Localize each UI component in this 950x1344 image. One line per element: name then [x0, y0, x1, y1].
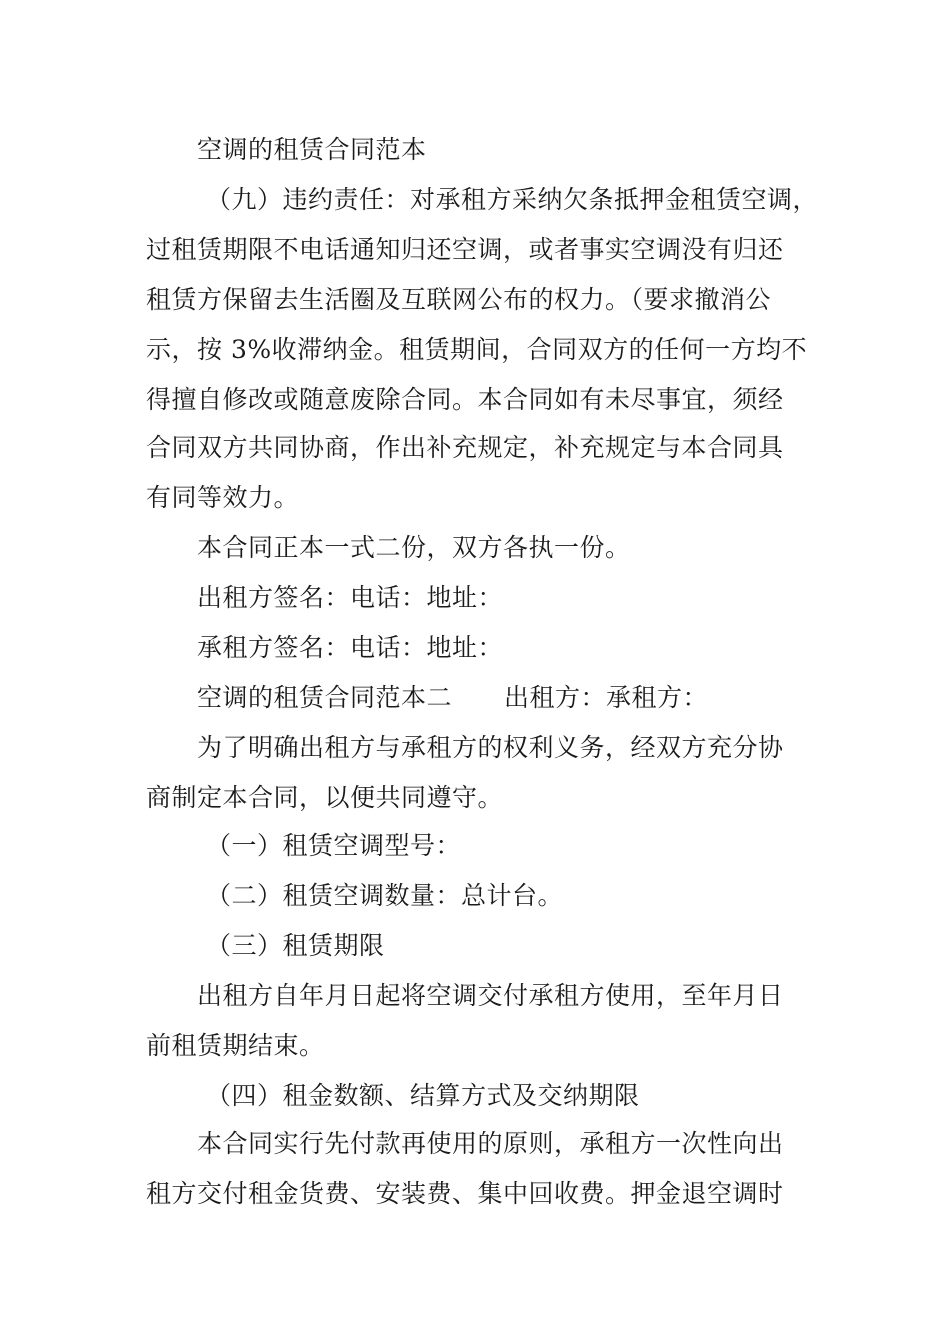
- section-title-text: 空调的租赁合同范本二: [197, 683, 453, 712]
- paragraph-line: 租方交付租金货费、安装费、集中回收费。押金退空调时: [146, 1179, 784, 1208]
- paragraph-line: 得擅自修改或随意废除合同。本合同如有未尽事宜，须经: [146, 385, 784, 414]
- paragraph-line: 商制定本合同，以便共同遵守。: [146, 783, 504, 812]
- section-title: [197, 683, 708, 713]
- paragraph-line: 为了明确出租方与承租方的权利义务，经双方充分协: [197, 733, 784, 762]
- paragraph-line: 前租赁期结束。: [146, 1031, 325, 1060]
- paragraph-line: 有同等效力。: [146, 483, 300, 512]
- parties-line: 出租方：承租方：: [504, 683, 709, 712]
- paragraph-line: 租赁方保留去生活圈及互联网公布的权力。（要求撤消公: [146, 285, 772, 314]
- signature-line-lessee: 承租方签名：电话：地址：: [197, 633, 504, 662]
- clause-heading: （二）租赁空调数量：总计台。: [206, 881, 564, 910]
- paragraph-line: 过租赁期限不电话通知归还空调，或者事实空调没有归还: [146, 235, 784, 264]
- clause-heading: （一）租赁空调型号：: [206, 831, 462, 860]
- paragraph-line: （九）违约责任：对承租方采纳欠条抵押金租赁空调，: [206, 185, 819, 214]
- signature-line-lessor: 出租方签名：电话：地址：: [197, 583, 504, 612]
- paragraph-line: 示，按 3%收滞纳金。租赁期间，合同双方的任何一方均不: [146, 335, 808, 364]
- clause-heading: （四）租金数额、结算方式及交纳期限: [206, 1081, 640, 1110]
- paragraph-line: 合同双方共同协商，作出补充规定，补充规定与本合同具: [146, 433, 784, 462]
- section-title: 空调的租赁合同范本: [197, 135, 427, 164]
- paragraph-line: 本合同实行先付款再使用的原则，承租方一次性向出: [197, 1129, 784, 1158]
- paragraph-line: 出租方自年月日起将空调交付承租方使用，至年月日: [197, 981, 784, 1010]
- clause-heading: （三）租赁期限: [206, 931, 385, 960]
- paragraph-line: 本合同正本一式二份，双方各执一份。: [197, 533, 631, 562]
